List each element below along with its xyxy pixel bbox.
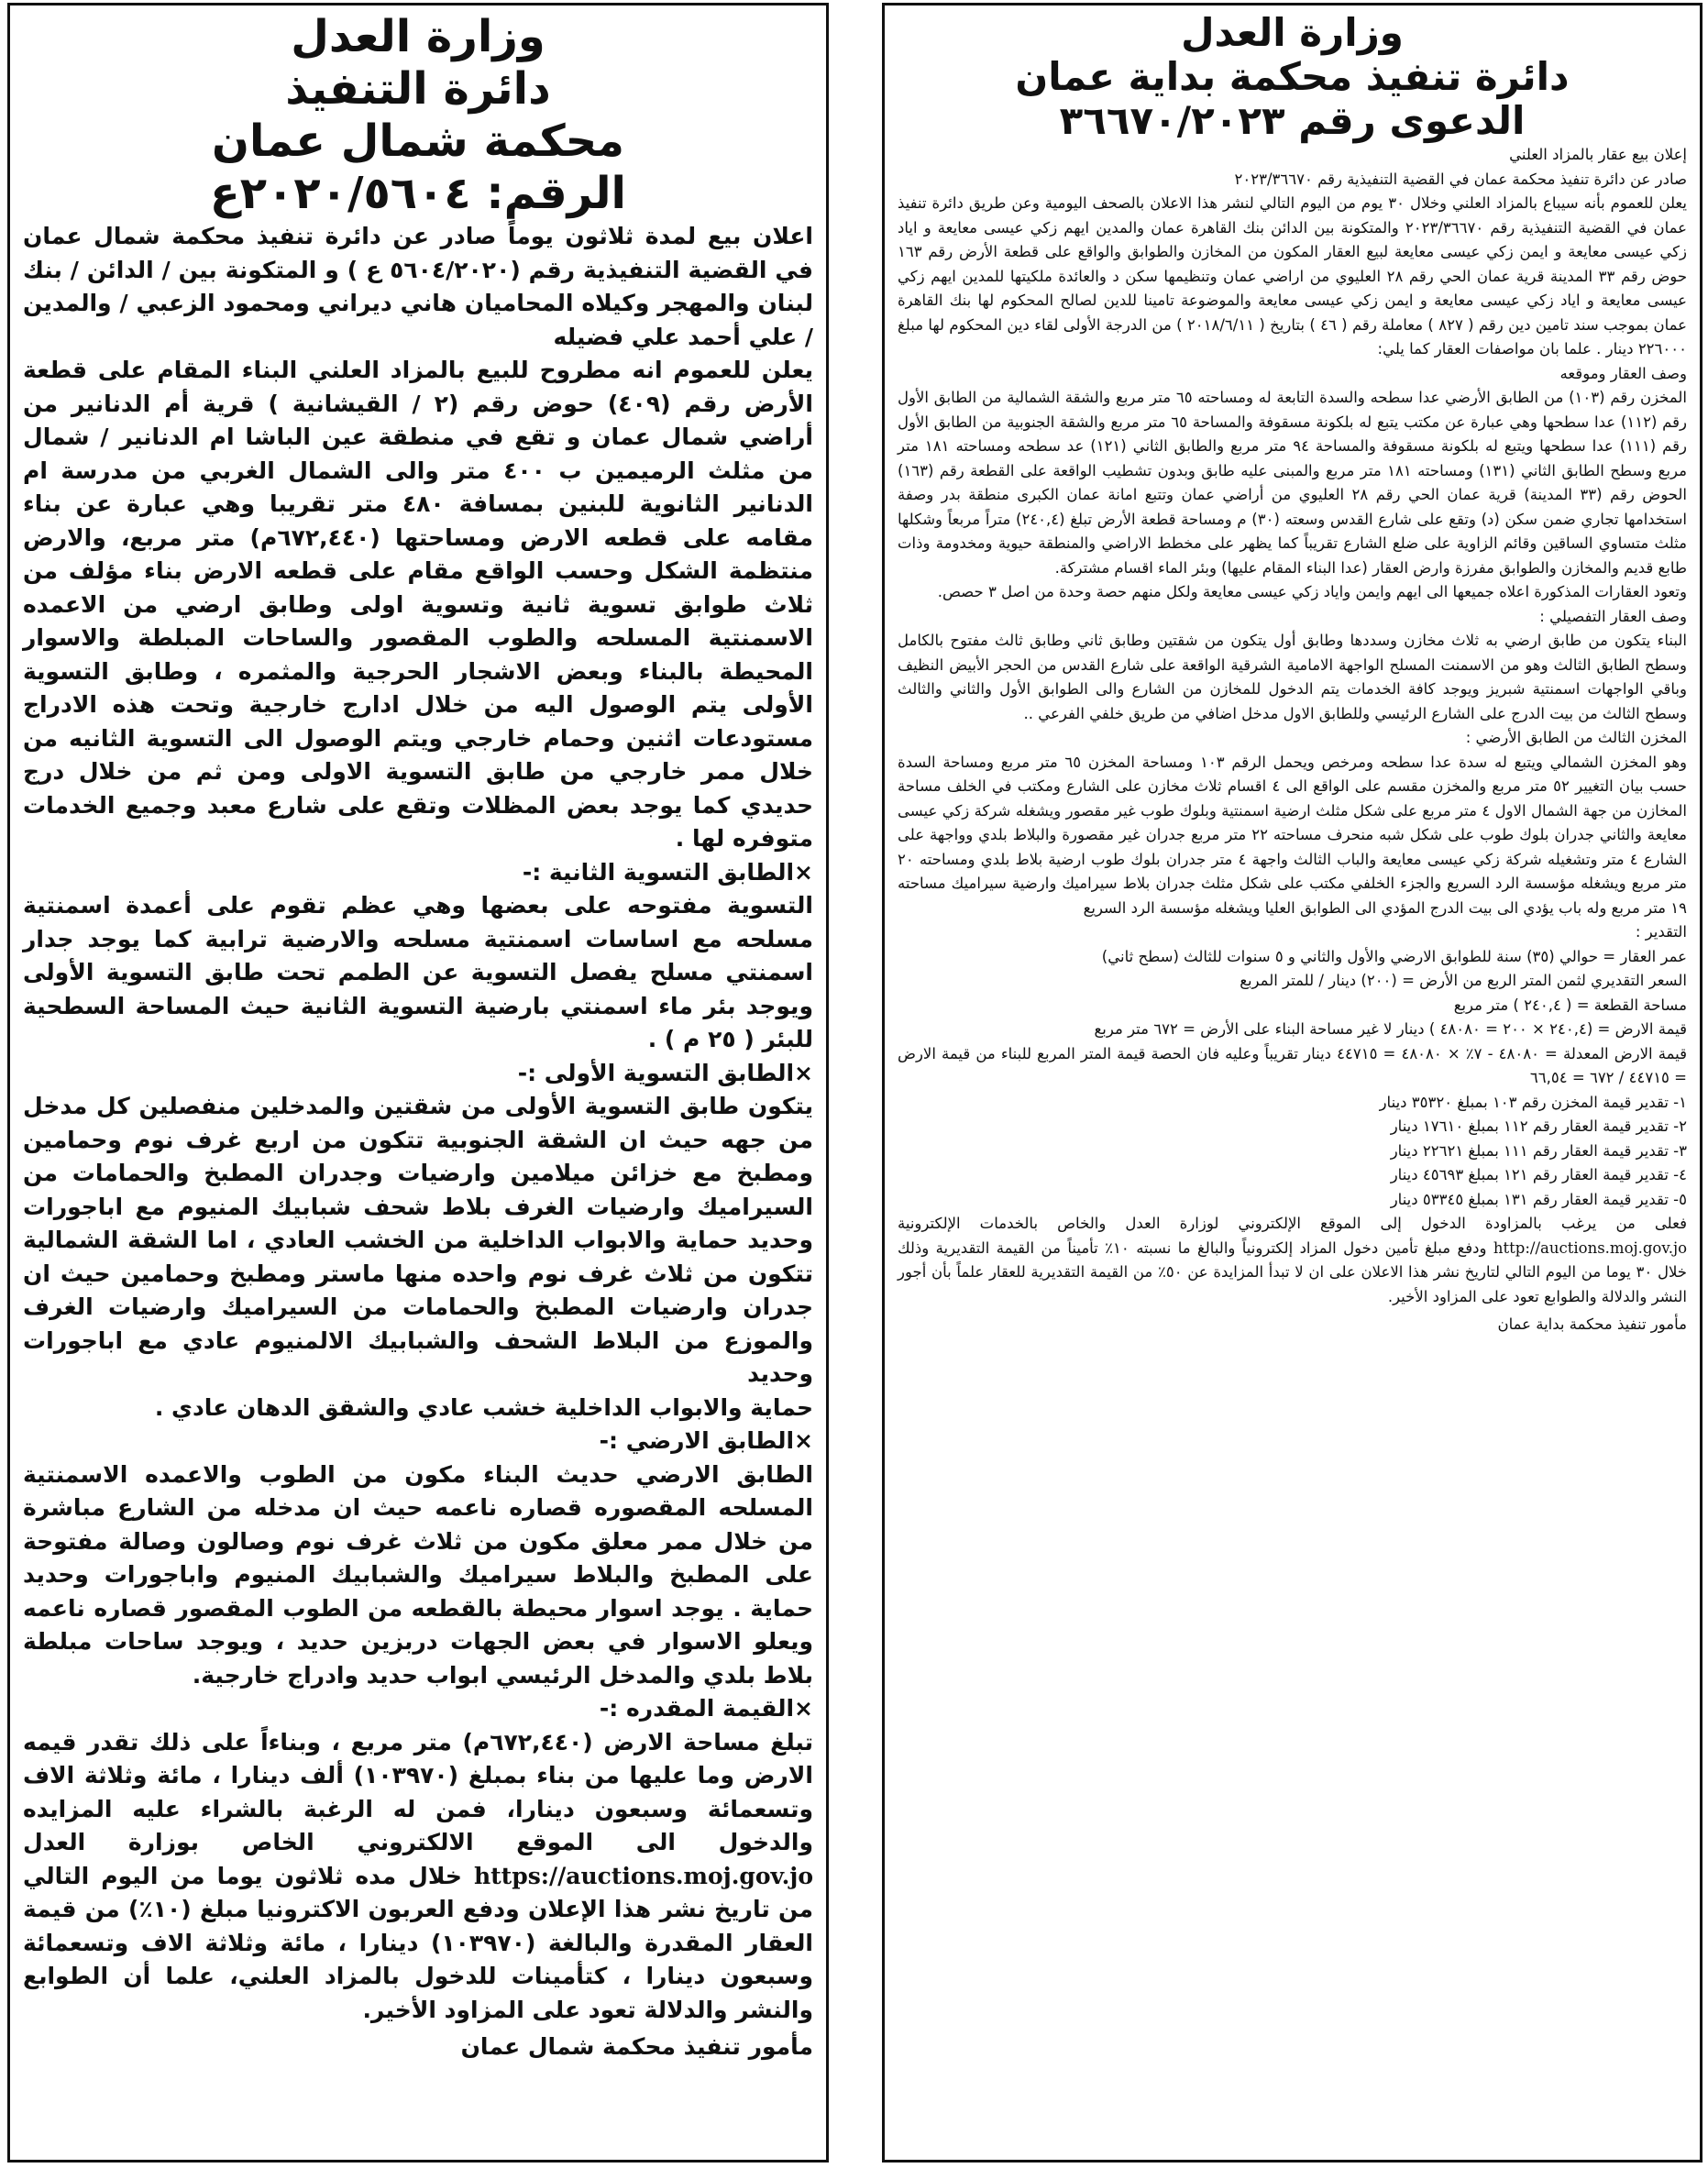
paragraph: صادر عن دائرة تنفيذ محكمة عمان في القضية التنفيذية رقم ٢٠٢٣/٣٦٦٧٠ (1234, 170, 1687, 188)
paragraph: ×الطابق التسوية الأولى :- (517, 1059, 813, 1086)
paragraph: يتكون طابق التسوية الأولى من شقتين والمدخلين منفصلين كل مدخل من جهه حيث ان الشقة الجنوبية تتكون من اربع غرف نوم وحمامين ومطبخ مع خزائن ميلامين وارضيات وجدران المطبخ والحمامات من السيراميك وارضيات الغرف بلاط شحف شبابيك المنيوم مع اباجورات وحديد حماية والابواب الداخلية من الخشب العادي ، اما الشقة الشمالية تتكون من ثلاث غرف نوم واحده منها ماستر ومطبخ وحمامين حيث ان جدران وارضيات المطبخ والحمامات من السيراميك وارضيات الغرف والموزع من البلاط الشحف والشبابيك الالمنيوم عادي مع اباجورات وحديد (23, 1093, 813, 1387)
paragraph: المخزن الثالث من الطابق الأرضي : (1465, 729, 1687, 746)
paragraph: السعر التقديري لثمن المتر الربع من الأرض = (٢٠٠) دينار / للمتر المربع (1240, 972, 1687, 989)
paragraph: مساحة القطعة = ( ٢٤٠,٤ ) متر مربع (1453, 996, 1687, 1014)
left-titles (23, 11, 813, 220)
paragraph: وتعود العقارات المذكورة اعلاه جميعها الى ايهم وايمن واياد زكي عيسى معايعة ولكل منهم حصة وحدة من اصل ٣ حصص. (937, 583, 1687, 600)
closing-paragraph (23, 1726, 813, 2028)
paragraph: الطابق الارضي حديث البناء مكون من الطوب والاعمده الاسمنتية المسلحه المقصوره قصاره ناعمه حيث ان مدخله من الشارع مباشرة من خلال ممر معلق مكون من ثلاث غرف نوم وصالون وصالة مفتوحة على المطبخ والبلاط سيراميك والشبابيك المنيوم واباجورات وحديد حماية . يوجد اسوار محيطة بالقطعه من الطوب المقصور قصاره ناعمه ويعلو الاسوار في بعض الجهات دربزين حديد ، ويوجد ساحات مبلطة بلاط بلدي والمدخل الرئيسي ابواب حديد وادراج خارجية. (23, 1460, 813, 1689)
paragraph: ١- تقدير قيمة المخزن رقم ١٠٣ بمبلغ ٣٥٣٢٠ دينار (1379, 1093, 1687, 1111)
department-title: دائرة التنفيذ (285, 63, 551, 115)
paragraph: وصف العقار التفصيلي : (1539, 607, 1687, 625)
closing-text: تبلغ مساحة الارض (٦٧٢,٤٤٠م) متر مربع ، وبناءاً على ذلك تقدر قيمه الارض وما عليها من بناء بمبلغ (١٠٣٩٧٠) ألف دينارا ، مائة وثلاثة الاف وتسعمائة وسبعون دينارا، فمن له الرغبة بالشراء عليه المزايده والدخول الى الموقع الالكتروني الخاص بوزارة العدل (23, 1728, 813, 1855)
paragraph: إعلان بيع عقار بالمزاد العلني (1509, 146, 1687, 163)
paragraph: وهو المخزن الشمالي ويتبع له سدة عدا سطحه ومرخص ويحمل الرقم ١٠٣ ومساحة المخزن ٦٥ متر مربع ومساحة السدة حسب بيان التغيير ٥٢ متر مربع والمخزن مقسم على الواقع الى ٤ اقسام ثلاث مخازن على الشارع ومكتب في الخلف مساحة المخازن من جهة الشمال الاول ٤ متر مربع على شكل مثلث ارضية اسمنتية وبلوك طوب غير مقصور ويشغله شركة زكي عيسى معايعة والثاني جدران بلوك طوب على شكل شبه منحرف مساحته ٢٢ متر مربع جدران غير مقصورة والبلاط بلدي وواجهة على الشارع ٤ متر وتشغيله شركة زكي عيسى معايعة والباب الثالث واجهة ٤ متر جدران بلوك طوب ارضية بلاط بلدي ومساحته ٢٠ متر مربع ويشغله مؤسسة الرد السريع والجزء الخلفي مكتب على شكل مثلث جدران بلاط سيراميك وارضية سيراميك مساحته ١٩ متر مربع وله باب يؤدي الى بيت الدرج المؤدي الى الطوابق العليا ويشغله مؤسسة الرد السريع (898, 753, 1688, 917)
paragraph: ٣- تقدير قيمة العقار رقم ١١١ بمبلغ ٢٢٦٢١ دينار (1390, 1141, 1687, 1160)
right-body (898, 143, 1687, 1337)
closing-text: فعلى من يرغب بالمزاودة الدخول إلى الموقع الإلكتروني لوزارة العدل والخاص بالخدمات الإلكترونية (898, 1215, 1687, 1232)
case-number-title: الرقم: ٢٠٢٠/٥٦٠٤ع (209, 168, 626, 219)
paragraph: عمر العقار = حوالي (٣٥) سنة للطوابق الارضي والأول والثاني و ٥ سنوات للثالث (سطح ثاني) (1101, 947, 1687, 965)
paragraph: حماية والابواب الداخلية خشب عادي والشقق الدهان عادي . (154, 1393, 813, 1421)
paragraph: ٤- تقدير قيمة العقار رقم ١٢١ بمبلغ ٤٥٦٩٣ دينار (1390, 1166, 1687, 1183)
paragraph: اعلان بيع لمدة ثلاثون يوماً صادر عن دائرة تنفيذ محكمة شمال عمان في القضية التنفيذية رقم (٥٦٠٤/٢٠٢٠ ع ) و المتكونة بين / الدائن / بنك لبنان والمهجر وكيلاه المحاميان هاني ديراني ومحمود الزعبي / والمدين / علي أحمد علي فضيله (23, 223, 813, 350)
paragraph: المخزن رقم (١٠٣) من الطابق الأرضي عدا سطحه والسدة التابعة له ومساحته ٦٥ متر مربع والشقة الشمالية من الطابق الأول رقم (١١٢) عدا سطحها وهي عبارة عن مكتب يتبع له بلكونة مسقوفة والمساحة ٦٥ متر مربع والشقة الجنوبية من الطابق الأول رقم (١١١) عدا سطحها ويتبع له بلكونة مسقوفة والمساحة ٩٤ متر مربع والطابق الثاني (١٢١) عد سطحه ومساحته ١٨١ متر مربع وسطح الطابق الثاني (١٣١) ومساحته ١٨١ متر مربع والمبنى عليه طابق وبدون تشطيب الواقعة على القطعة رقم (١٦٣) الحوض رقم (٣٣ المدينة) قرية عمان الحي رقم ٢٨ العليوي من أراضي عمان وتتبع امانة عمان الكبرى منطقة بدر وصفة استخدامها تجاري ضمن سكن (د) وتقع على شارع القدس وسعته (٣٠) م ومساحة قطعة الأرض تبلغ (٢٤٠,٤) متراً مربعاً وشكلها مثلث متساوي الساقين وقائم الزاوية على ضلع الشارع تقريباً كما يظهر على مخطط الاراضي والمنطقة حيوية ومخدومة وذات طابع قديم والمخازن والطوابق مفرزة وارض العقار (عدا البناء المقام عليها) وبئر الماء اقسام مشتركة. (898, 389, 1687, 577)
auctions-link[interactable]: http://auctions.moj.gov.jo (1493, 1238, 1688, 1257)
auctions-link[interactable]: https://auctions.moj.gov.jo (473, 1862, 813, 1889)
paragraph: يعلن للعموم بأنه سيباع بالمزاد العلني وخلال ٣٠ يوم من اليوم التالي لنشر هذا الاعلان بالصحف اليومية وعن طريق دائرة تنفيذ عمان في القضية التنفيذية رقم ٢٠٢٣/٣٦٦٧٠ والمتكونة بين الدائن بنك القاهرة عمان والمدين ايهم زكي عيسى معايعة و اياد زكي عيسى معايعة و ايمن زكي عيسى معايعة لبيع العقار المكون من المخازن والطوابق والواقع على قطعة الأرض رقم ١٦٣ حوض رقم ٣٣ المدينة قرية عمان الحي رقم ٢٨ العليوي من اراضي عمان وتنظيمها سكن د والعائدة ملكيتها للمدين ايهم زكي عيسى معايعة و اياد زكي عيسى معايعة و ايمن زكي عيسى معايعة والموضوعة تامينا للدين لصالح المحكوم لها بنك القاهرة عمان بموجب سند تامين دين رقم ( ٨٢٧ ) معاملة رقم ( ٤٦ ) بتاريخ ( ٢٠١٨/٦/١١ ) من الدرجة الأولى لقاء دين المحكوم لها مبلغ ٢٢٦٠٠٠ دينار . علما بان مواصفات العقار كما يلي: (898, 194, 1688, 358)
paragraph: البناء يتكون من طابق ارضي به ثلاث مخازن وسددها وطابق أول يتكون من شقتين وطابق ثاني وطابق ثالث مفتوح بالكامل وسطح الطابق الثالث وهو من الاسمنت المسلح الواجهة الامامية الشرقية الواقعة على شارع القدس من الحجر الأبيض النظيف وباقي الواجهات اسمنتية شبريز ويوجد كافة الخدمات يتم الدخول للمخازن من الشارع والى الطوابق الأول والثاني والثالث وسطح الثالث من بيت الدرج على الشارع الرئيسي وللطابق الاول مدخل اضافي من طريق خلفي الفرعي .. (898, 632, 1687, 722)
closing-paragraph (898, 1212, 1687, 1309)
signature: مأمور تنفيذ محكمة بداية عمان (1497, 1315, 1687, 1333)
right-announcement (882, 3, 1702, 2162)
right-titles (898, 11, 1687, 143)
signature: مأمور تنفيذ محكمة شمال عمان (460, 2033, 813, 2060)
paragraph: التسوية مفتوحه على بعضها وهي عظم تقوم على أعمدة اسمنتية مسلحه مع اساسات اسمنتية مسلحه والارضية ترابية كما يوجد جدار اسمنتي مسلح يفصل التسوية عن الطمم تحت طابق التسوية الأولى ويوجد بئر ماء اسمنتي بارضية التسوية الثانية حيث المساحة السطحية للبئر ( ٢٥ م ) . (23, 892, 813, 1052)
paragraph: ٥- تقدير قيمة العقار رقم ١٣١ بمبلغ ٥٣٣٤٥ دينار (1390, 1190, 1687, 1208)
paragraph: وصف العقار وموقعه (1559, 364, 1687, 382)
closing-text: ودفع مبلغ تأمين دخول المزاد إلكترونياً والبالغ ما نسبته ١٠٪ تأميناً من القيمة التقديرية وذلك خلال ٣٠ يوما من اليوم التالي لتاريخ نشر هذا الاعلان على ان لا تبدأ المزايدة عن ٥٠٪ من القيمة التقديرية للعقار علماً بأن أجور النشر والدلالة والطوابع تعود على المزاود الأخير. (898, 1238, 1688, 1305)
paragraph: قيمة الارض المعدلة = ٤٨٠٨٠ - ٧٪ × ٤٨٠٨٠ = ٤٤٧١٥ دينار تقريباً وعليه فان الحصة قيمة المتر المربع للبناء من قيمة الارض = ٤٤٧١٥ / ٦٧٢ = ٦٦,٥٤ (898, 1044, 1687, 1086)
paragraph: ×الطابق الارضي :- (599, 1427, 813, 1454)
paragraph: ٢- تقدير قيمة العقار رقم ١١٢ بمبلغ ١٧٦١٠ دينار (1390, 1117, 1687, 1135)
left-body (23, 220, 813, 2064)
paragraph: قيمة الارض = (٢٤٠,٤ × ٢٠٠ = ٤٨٠٨٠ ) دينار لا غير مساحة البناء على الأرض = ٦٧٢ متر مربع (1094, 1020, 1687, 1038)
left-announcement (7, 3, 829, 2162)
case-number-title: الدعوى رقم ٣٦٦٧٠/٢٠٢٣ (1059, 98, 1526, 143)
paragraph: ×القيمة المقدره :- (599, 1695, 813, 1722)
closing-text: خلال مده ثلاثون يوما من اليوم التالي من تاريخ نشر هذا الإعلان ودفع العربون الاكترونيا مبلغ (١٠٪) من قيمة العقار المقدرة والبالغة (١٠٣٩٧٠) دينارا ، مائة وثلاثة الاف وتسعمائة وسبعون دينارا ، كتأمينات للدخول بالمزاد العلني، علما أن الطوابع والنشر والدلالة تعود على المزاود الأخير. (23, 1862, 813, 2023)
department-title: دائرة تنفيذ محكمة بداية عمان (1015, 54, 1570, 99)
paragraph: التقدير : (1635, 923, 1687, 941)
paragraph: ×الطابق التسوية الثانية :- (522, 858, 813, 886)
paragraph: يعلن للعموم انه مطروح للبيع بالمزاد العلني البناء المقام على قطعة الأرض رقم (٤٠٩) حوض رقم (٢ / القيشانية ) قرية أم الدنانير من أراضي شمال عمان و تقع في منطقة عين الباشا ام الدنانير / شمال من مثلث الرميمين ب ٤٠٠ متر والى الشمال الغربي من مدرسة ام الدنانير الثانوية للبنين بمسافة ٤٨٠ متر تقريبا وهي عبارة عن بناء مقامه على قطعه الارض ومساحتها (٦٧٢,٤٤٠م) متر مربع، والارض منتظمة الشكل وحسب الواقع مقام على قطعه الارض بناء مؤلف من ثلاث طوابق تسوية ثانية وتسوية اولى وطابق ارضي من الاعمده الاسمنتية المسلحه والطوب المقصور والساحات المبلطة والاسوار المحيطة بالبناء وبعض الاشجار الحرجية والمثمره ، وطابق التسوية الأولى يتم الوصول اليه من خلال ادارج خارجية وتحت هذه الادراج مستودعات اثنين وحمام خارجي ويتم الوصول الى التسوية الثانيه من خلال ممر خارجي من طابق التسوية الاولى ومن ثم من خلال درج حديدي كما يوجد بعض المظلات وتقع على شارع معبد وجميع الخدمات متوفره لها . (23, 357, 813, 852)
court-title: محكمة شمال عمان (212, 116, 624, 167)
ministry-title: وزارة العدل (1181, 10, 1404, 55)
ministry-title: وزارة العدل (291, 11, 545, 62)
